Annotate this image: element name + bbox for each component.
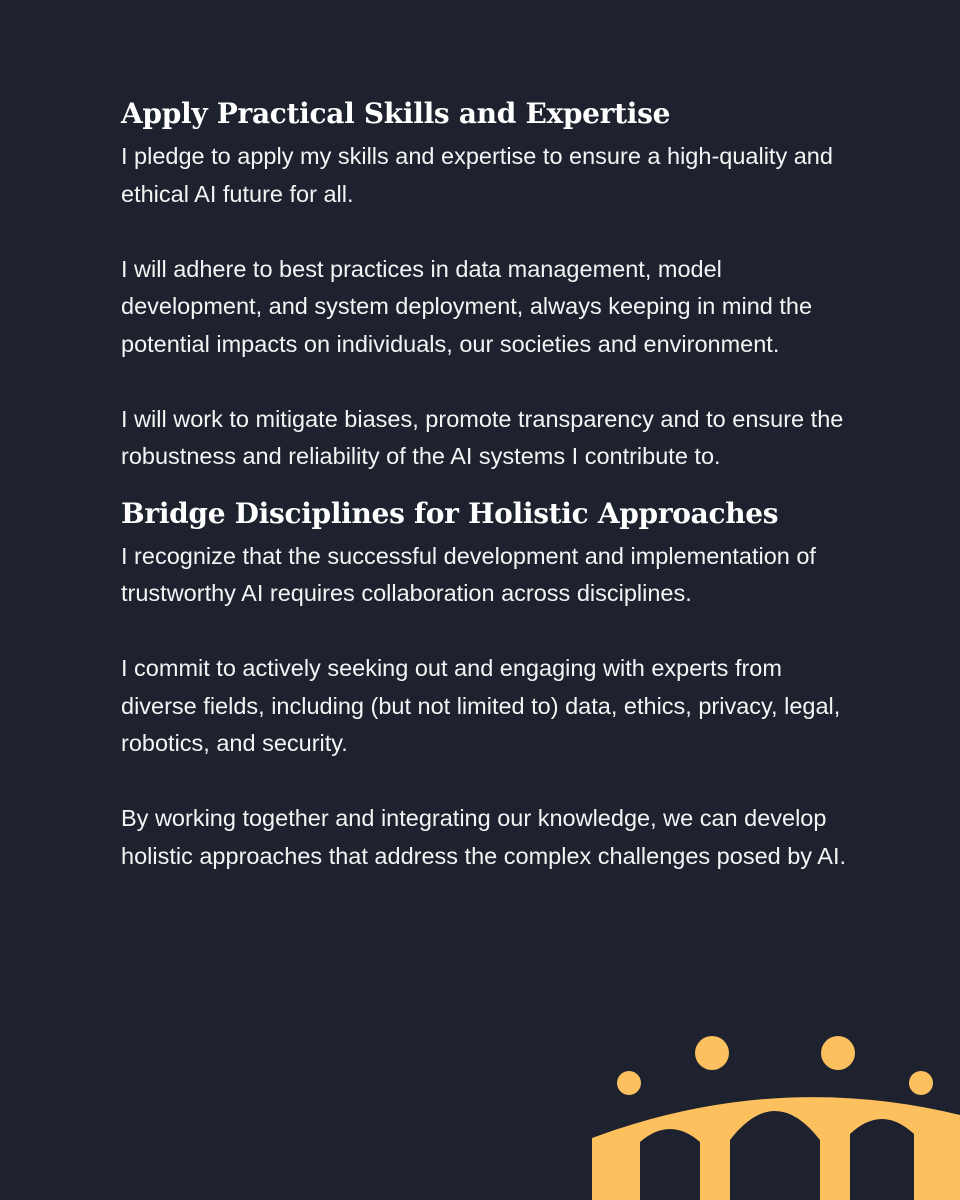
paragraph: I recognize that the successful development and implementation of trustworthy AI requires collaboration across disciplines. bbox=[121, 542, 816, 606]
paragraph: I will work to mitigate biases, promote transparency and to ensure the robustness and reliability of the AI systems I contribute to. bbox=[121, 405, 844, 469]
section-heading-skills: Apply Practical Skills and Expertise bbox=[121, 97, 671, 130]
paragraph: I will adhere to best practices in data management, model development, and system deployment, always keeping in mind the potential impacts on individuals, our societies and environment. bbox=[121, 255, 813, 357]
paragraph: I pledge to apply my skills and expertise to ensure a high-quality and ethical AI future for all. bbox=[121, 143, 833, 207]
paragraph: I commit to actively seeking out and engaging with experts from diverse fields, including (but not limited to) data, ethics, privacy, legal, robotics, and security. bbox=[121, 655, 841, 756]
paragraph: By working together and integrating our knowledge, we can develop holistic approaches that address the complex challenges posed by AI. bbox=[121, 805, 847, 869]
pledge-content bbox=[121, 92, 861, 891]
logo-head-left-icon bbox=[617, 1071, 641, 1095]
logo-bridge-icon bbox=[592, 1097, 960, 1200]
section-heading-disciplines: Bridge Disciplines for Holistic Approaches bbox=[121, 496, 779, 530]
logo-head-inner-right-icon bbox=[821, 1036, 855, 1070]
logo-head-right-icon bbox=[909, 1071, 933, 1095]
logo-head-inner-left-icon bbox=[695, 1036, 729, 1070]
people-bridge-logo-icon bbox=[590, 1030, 960, 1200]
